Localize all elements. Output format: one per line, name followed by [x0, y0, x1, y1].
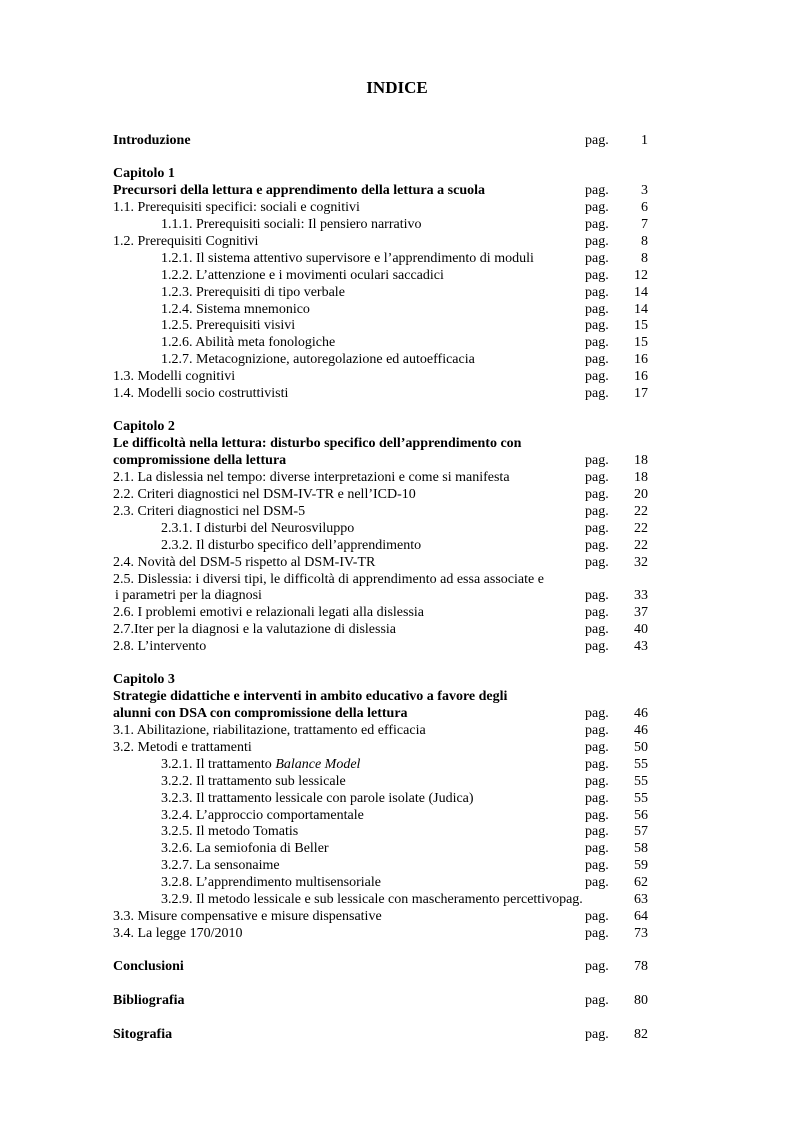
toc-entry-pag-label: pag. — [585, 386, 609, 401]
toc-entry — [113, 216, 653, 233]
toc-entry-pag-label: pag. — [585, 605, 609, 620]
toc-entry-title: 3.2.1. Il trattamento Balance Model — [161, 757, 361, 772]
toc-entry — [113, 385, 653, 402]
toc-entry-pag-label: pag. — [585, 993, 609, 1008]
toc-entry — [113, 301, 653, 318]
toc-entry-title: 1.2.2. L’attenzione e i movimenti oculari saccadici — [161, 268, 444, 283]
toc-entry-page-number: 18 — [634, 453, 648, 468]
toc-entry-title: 3.3. Misure compensative e misure dispensative — [113, 909, 382, 924]
toc-entry-page-number: 14 — [634, 302, 648, 317]
toc-entry-page-number: 14 — [634, 285, 648, 300]
toc-entry-title: 2.3.2. Il disturbo specifico dell’apprendimento — [161, 538, 422, 553]
toc-entry-title: 3.2.6. La semiofonia di Beller — [161, 841, 329, 856]
toc-entry-title-italic: Balance Model — [275, 757, 361, 772]
toc-entry — [113, 435, 653, 452]
toc-entry-title: 1.4. Modelli socio costruttivisti — [113, 386, 289, 401]
toc-entry-pag-label: pag. — [585, 824, 609, 839]
toc-entry — [113, 756, 653, 773]
toc-entry — [113, 520, 653, 537]
toc-entry — [113, 604, 653, 621]
toc-entry-pag-label: pag. — [585, 706, 609, 721]
toc-entry-pag-label: pag. — [585, 217, 609, 232]
toc-entry — [113, 351, 653, 368]
toc-entry-title: 1.2.7. Metacognizione, autoregolazione ed autoefficacia — [161, 352, 475, 367]
toc-entry-title: 2.8. L’intervento — [113, 639, 207, 654]
toc-entry-pag-label: pag. — [585, 841, 609, 856]
toc-entry-page-number: 43 — [634, 639, 648, 654]
toc-entry-title: 3.2.3. Il trattamento lessicale con parole isolate (Judica) — [161, 791, 474, 806]
toc-entry-pag-label: pag. — [585, 504, 609, 519]
toc-entry-pag-label: pag. — [585, 875, 609, 890]
toc-entry-title: 1.2. Prerequisiti Cognitivi — [113, 234, 259, 249]
toc-entry-page-number: 40 — [634, 622, 648, 637]
toc-entry-pag-label: pag. — [585, 200, 609, 215]
toc-entry-pag-label: pag. — [585, 268, 609, 283]
toc-entry — [113, 199, 653, 216]
toc-entry — [113, 773, 653, 790]
toc-entry-title: 3.4. La legge 170/2010 — [113, 926, 243, 941]
page-title: INDICE — [366, 78, 428, 97]
toc-entry-title: 3.2.9. Il metodo lessicale e sub lessicale con mascheramento percettivopag. — [161, 892, 583, 907]
toc-entry-title: 1.1. Prerequisiti specifici: sociali e cognitivi — [113, 200, 360, 215]
toc-entry-title: Bibliografia — [113, 993, 185, 1008]
toc-entry-title: 1.2.1. Il sistema attentivo supervisore e l’apprendimento di moduli — [161, 251, 534, 266]
toc-entry — [113, 1026, 653, 1043]
toc-entry — [113, 368, 653, 385]
toc-entry-title: i parametri per la diagnosi — [115, 588, 262, 603]
toc-entry-title: 2.4. Novità del DSM-5 rispetto al DSM-IV-TR — [113, 555, 376, 570]
toc-entry-pag-label: pag. — [585, 622, 609, 637]
toc-entry-title: 1.2.6. Abilità meta fonologiche — [161, 335, 336, 350]
toc-entry-page-number: 6 — [641, 200, 648, 215]
toc-entry — [113, 233, 653, 250]
toc-entry — [113, 132, 653, 149]
toc-entry-pag-label: pag. — [585, 487, 609, 502]
toc-entry-title: Sitografia — [113, 1027, 173, 1042]
toc-entry-page-number: 64 — [634, 909, 648, 924]
toc-entry-page-number: 8 — [641, 251, 648, 266]
toc-entry-page-number: 58 — [634, 841, 648, 856]
toc-entry — [113, 992, 653, 1009]
toc-entry — [113, 587, 653, 604]
toc-entry — [113, 705, 653, 722]
toc-entry — [113, 908, 653, 925]
toc-entry-page-number: 55 — [634, 791, 648, 806]
toc-entry-page-number: 33 — [634, 588, 648, 603]
toc-entry-page-number: 16 — [634, 369, 648, 384]
toc-entry — [113, 267, 653, 284]
toc-entry-pag-label: pag. — [585, 183, 609, 198]
toc-entry-pag-label: pag. — [585, 453, 609, 468]
toc-entry-title: 3.2.7. La sensonaime — [161, 858, 280, 873]
toc-entry — [113, 857, 653, 874]
toc-entry-page-number: 46 — [634, 723, 648, 738]
toc-entry-pag-label: pag. — [585, 369, 609, 384]
toc-entry — [113, 638, 653, 655]
toc-entry — [113, 807, 653, 824]
toc-entry-title: 2.1. La dislessia nel tempo: diverse interpretazioni e come si manifesta — [113, 470, 510, 485]
toc-entry-pag-label: pag. — [585, 909, 609, 924]
toc-entry-title: 2.6. I problemi emotivi e relazionali legati alla dislessia — [113, 605, 425, 620]
toc-entry-title: 1.2.3. Prerequisiti di tipo verbale — [161, 285, 345, 300]
toc-entry-title: 3.2.2. Il trattamento sub lessicale — [161, 774, 346, 789]
toc-entry — [113, 284, 653, 301]
toc-entry — [113, 334, 653, 351]
toc-entry-title: 2.7.Iter per la diagnosi e la valutazione di dislessia — [113, 622, 397, 637]
toc-entry-title: 2.3.1. I disturbi del Neurosviluppo — [161, 521, 355, 536]
toc-entry-pag-label: pag. — [585, 521, 609, 536]
toc-entry — [113, 739, 653, 756]
toc-entry — [113, 688, 653, 705]
toc-entry-title: 2.3. Criteri diagnostici nel DSM-5 — [113, 504, 306, 519]
toc-entry — [113, 621, 653, 638]
toc-entry-pag-label: pag. — [585, 251, 609, 266]
toc-entry — [113, 874, 653, 891]
toc-entry-page-number: 12 — [634, 268, 648, 283]
toc-entry-pag-label: pag. — [585, 959, 609, 974]
toc-entry-pag-label: pag. — [585, 774, 609, 789]
toc-entry-page-number: 46 — [634, 706, 648, 721]
toc-entry-pag-label: pag. — [585, 588, 609, 603]
toc-entry — [113, 571, 653, 588]
toc-entry-title: Conclusioni — [113, 959, 184, 974]
toc-entry-page-number: 1 — [641, 133, 648, 148]
toc-entry-pag-label: pag. — [585, 285, 609, 300]
toc-entry-pag-label: pag. — [585, 352, 609, 367]
toc-entry-title: alunni con DSA con compromissione della lettura — [113, 706, 408, 721]
toc-entry — [113, 925, 653, 942]
toc-entry-page-number: 8 — [641, 234, 648, 249]
toc-entry-pag-label: pag. — [585, 470, 609, 485]
toc-entry — [113, 469, 653, 486]
toc-entry-title: 3.1. Abilitazione, riabilitazione, trattamento ed efficacia — [113, 723, 426, 738]
toc-entry-page-number: 17 — [634, 386, 648, 401]
toc-entry — [113, 671, 653, 688]
toc-entry-page-number: 50 — [634, 740, 648, 755]
toc-entry-title: 3.2.5. Il metodo Tomatis — [161, 824, 299, 839]
toc-entry — [113, 790, 653, 807]
toc-entry-pag-label: pag. — [585, 302, 609, 317]
toc-entry-title: Precursori della lettura e apprendimento della lettura a scuola — [113, 183, 485, 198]
toc-entry-title: 1.2.5. Prerequisiti visivi — [161, 318, 296, 333]
toc-entry-title: 3.2.8. L’apprendimento multisensoriale — [161, 875, 381, 890]
toc-entry-pag-label: pag. — [585, 757, 609, 772]
toc-entry-title: Introduzione — [113, 133, 191, 148]
toc-entry-pag-label: pag. — [585, 926, 609, 941]
toc-entry-page-number: 20 — [634, 487, 648, 502]
toc-entry-page-number: 56 — [634, 808, 648, 823]
toc-entry-page-number: 57 — [634, 824, 648, 839]
toc-entry-page-number: 59 — [634, 858, 648, 873]
toc-entry-pag-label: pag. — [585, 133, 609, 148]
toc-entry-pag-label: pag. — [585, 234, 609, 249]
toc-entry — [113, 503, 653, 520]
toc-entry-page-number: 18 — [634, 470, 648, 485]
toc-entry-page-number: 32 — [634, 555, 648, 570]
toc-entry-title: Capitolo 3 — [113, 672, 175, 687]
toc-entry-page-number: 73 — [634, 926, 648, 941]
toc-entry — [113, 823, 653, 840]
toc-entry-title: Capitolo 2 — [113, 419, 175, 434]
toc-entry-pag-label: pag. — [585, 791, 609, 806]
toc-entry — [113, 891, 653, 908]
toc-entry-title: 1.2.4. Sistema mnemonico — [161, 302, 310, 317]
toc-entry — [113, 537, 653, 554]
toc-entry-pag-label: pag. — [585, 639, 609, 654]
toc-entry-pag-label: pag. — [585, 318, 609, 333]
toc-entry — [113, 182, 653, 199]
toc-entry-pag-label: pag. — [585, 1027, 609, 1042]
toc-entry-page-number: 3 — [641, 183, 648, 198]
toc-entry — [113, 250, 653, 267]
toc-entry-title: Capitolo 1 — [113, 166, 175, 181]
toc-entry-page-number: 15 — [634, 335, 648, 350]
toc-entry-pag-label: pag. — [585, 858, 609, 873]
toc-entry-title: 3.2.4. L’approccio comportamentale — [161, 808, 364, 823]
toc-entry-page-number: 15 — [634, 318, 648, 333]
toc-entry-pag-label: pag. — [585, 335, 609, 350]
toc-entry-title: 3.2. Metodi e trattamenti — [113, 740, 252, 755]
toc-entry — [113, 165, 653, 182]
toc-entry-page-number: 22 — [634, 504, 648, 519]
toc-entry-title: 2.5. Dislessia: i diversi tipi, le difficoltà di apprendimento ad essa associate e — [113, 572, 544, 587]
toc-entry-page-number: 16 — [634, 352, 648, 367]
toc-entry-pag-label: pag. — [585, 808, 609, 823]
toc-entry-page-number: 82 — [634, 1027, 648, 1042]
toc-entry-title: 1.1.1. Prerequisiti sociali: Il pensiero narrativo — [161, 217, 422, 232]
toc-entry-page-number: 22 — [634, 521, 648, 536]
toc-entry-page-number: 62 — [634, 875, 648, 890]
toc-entry — [113, 554, 653, 571]
toc-entry-pag-label: pag. — [585, 538, 609, 553]
toc-entry-page-number: 78 — [634, 959, 648, 974]
toc-entry — [113, 840, 653, 857]
toc-entry-page-number: 80 — [634, 993, 648, 1008]
toc-entry-page-number: 55 — [634, 757, 648, 772]
toc-entry-page-number: 63 — [634, 892, 648, 907]
toc-entry-page-number: 37 — [634, 605, 648, 620]
toc-entry-pag-label: pag. — [585, 555, 609, 570]
toc-entry-title: Strategie didattiche e interventi in ambito educativo a favore degli — [113, 689, 508, 704]
toc-entry — [113, 418, 653, 435]
toc-entry-page-number: 22 — [634, 538, 648, 553]
toc-entry-title: 2.2. Criteri diagnostici nel DSM-IV-TR e nell’ICD-10 — [113, 487, 416, 502]
toc-entry-pag-label: pag. — [585, 723, 609, 738]
toc-entry-pag-label: pag. — [585, 740, 609, 755]
toc-entry-title: compromissione della lettura — [113, 453, 287, 468]
toc-entry-title: 1.3. Modelli cognitivi — [113, 369, 236, 384]
toc-entry — [113, 958, 653, 975]
toc-entry-page-number: 7 — [641, 217, 648, 232]
toc-entry — [113, 452, 653, 469]
toc-entry — [113, 486, 653, 503]
toc-entry-title: Le difficoltà nella lettura: disturbo specifico dell’apprendimento con — [113, 436, 522, 451]
toc-entry — [113, 317, 653, 334]
toc-entry-page-number: 55 — [634, 774, 648, 789]
toc-entry — [113, 722, 653, 739]
